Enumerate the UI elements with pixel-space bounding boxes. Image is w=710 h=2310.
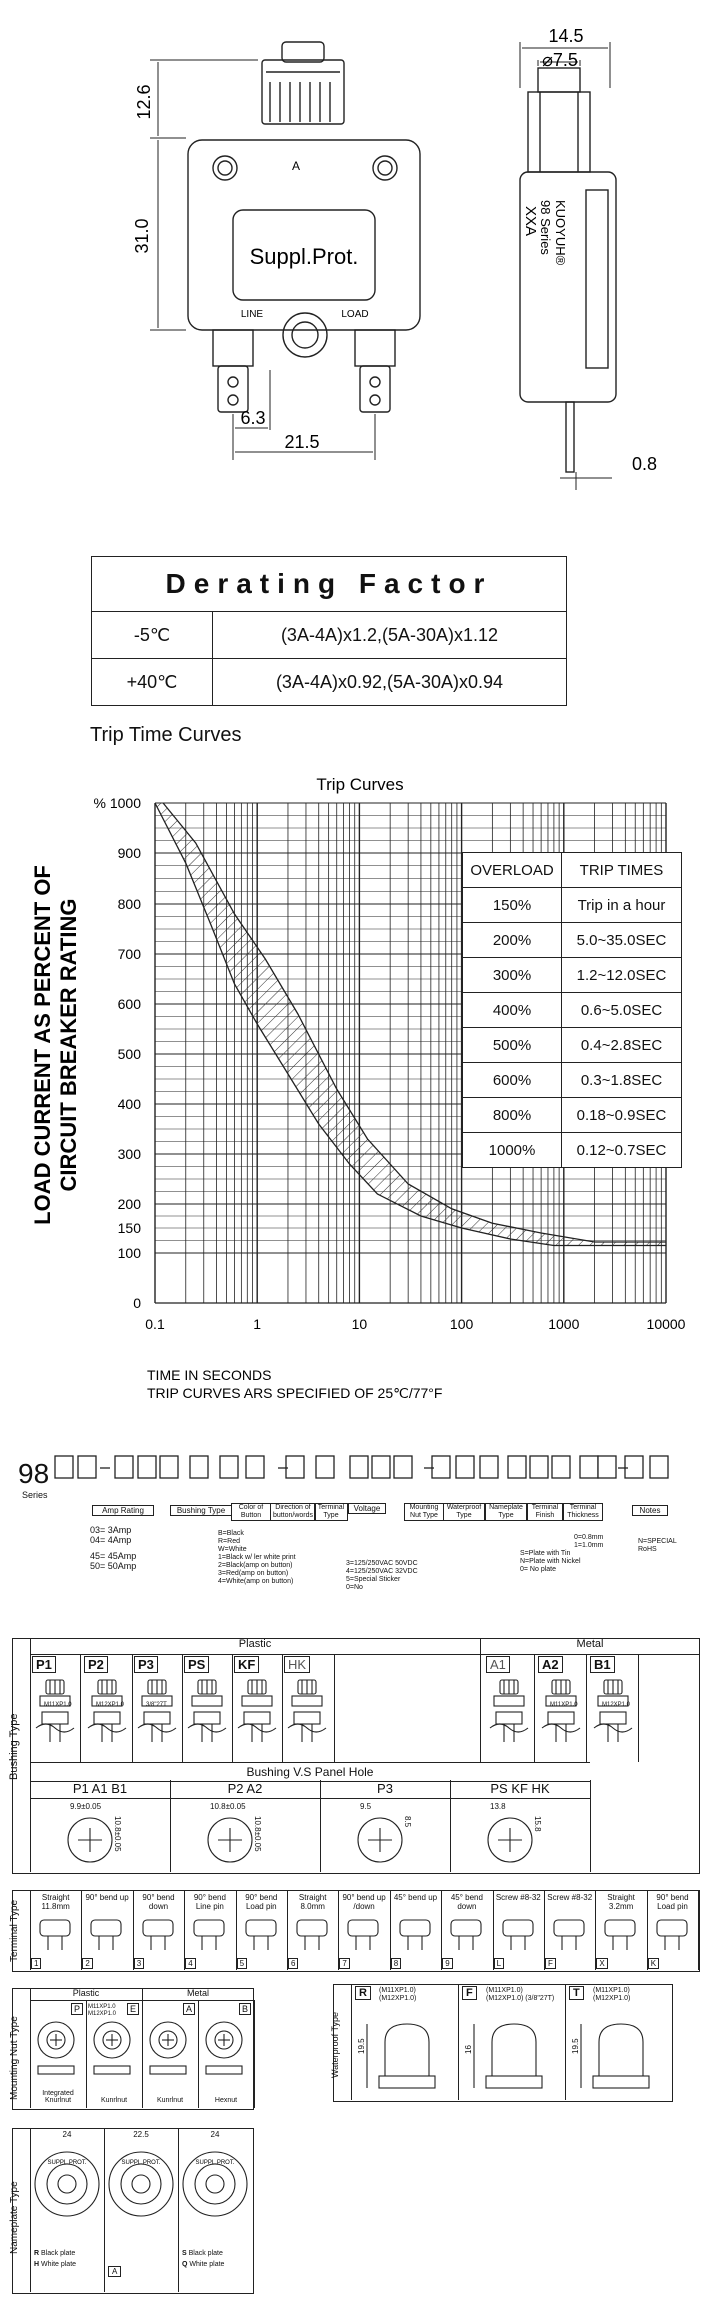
y-axis-label-2: CIRCUIT BREAKER RATING <box>56 898 81 1192</box>
front-label-a: A <box>291 159 301 173</box>
table-row <box>92 612 567 659</box>
terminal-name: 90° bend Line pin <box>193 1893 226 1911</box>
y-tick-label: 600 <box>117 996 141 1012</box>
code-box <box>394 1456 412 1478</box>
terminal-name: 90° bend Load pin <box>245 1893 278 1911</box>
nameplate-dim: 24 <box>62 2130 72 2139</box>
terminal-name: 45° bend down <box>450 1893 483 1911</box>
overload-cell: 1000% <box>463 1133 562 1168</box>
y-axis-label-1: LOAD CURRENT AS PERCENT OF <box>30 865 55 1225</box>
terminal-type-f <box>544 1890 596 1970</box>
bushing-side-label: Bushing Type <box>8 1713 20 1780</box>
code-box <box>160 1456 178 1478</box>
trip-cell: 0.6~5.0SEC <box>562 993 682 1028</box>
nameplate-ring-icon <box>104 2144 178 2234</box>
terminal-icon <box>647 1914 698 1954</box>
terminal-type-2 <box>81 1890 133 1970</box>
side-series: 98 Series <box>538 200 553 255</box>
bushing-code: KF <box>234 1656 259 1673</box>
y-tick-label: % 1000 <box>93 795 141 811</box>
bushing-thread: M12XP1.0 <box>602 1702 631 1708</box>
bushing-code: PS <box>184 1656 209 1673</box>
x-tick-label: 10000 <box>646 1316 686 1332</box>
panel-hole-0 <box>30 1780 171 1872</box>
derating-temp: +40℃ <box>92 659 213 706</box>
group-direction: Direction of button/words <box>270 1503 316 1521</box>
waterproof-type-f <box>458 1984 566 2100</box>
code-box <box>55 1456 73 1478</box>
terminal-code: 1 <box>31 1958 41 1969</box>
terminal-icon <box>338 1914 389 1954</box>
terminal-icon <box>390 1914 441 1954</box>
bushing-icon <box>536 1672 586 1762</box>
y-tick-label: 100 <box>117 1245 141 1261</box>
terminal-code: 7 <box>339 1958 349 1969</box>
y-tick-label: 200 <box>117 1196 141 1212</box>
code-box <box>350 1456 368 1478</box>
waterproof-side-label: Waterproof Type <box>330 2011 340 2078</box>
terminal-name: Straight 8.0mm <box>298 1893 327 1911</box>
terminal-type-l <box>493 1890 545 1970</box>
terminal-code: X <box>596 1958 607 1969</box>
code-box <box>598 1456 616 1478</box>
bushing-type-hk <box>282 1654 335 1762</box>
group-color: Color of Button <box>231 1503 271 1521</box>
bushing-code: P3 <box>134 1656 158 1673</box>
side-model: XXA <box>522 206 539 237</box>
terminal-side-label: Terminal Type <box>9 1899 20 1962</box>
terminal-type-4 <box>184 1890 236 1970</box>
terminal-name: 90° bend up /down <box>342 1893 386 1911</box>
dim-0-8: 0.8 <box>632 454 658 474</box>
group-finish: Terminal Finish <box>527 1503 563 1521</box>
bushing-icon <box>82 1672 132 1762</box>
terminal-name: 45° bend up <box>393 1893 438 1902</box>
bushing-thread: 3/8"27T <box>146 1702 167 1708</box>
code-box <box>625 1456 643 1478</box>
breaker-drawing <box>0 0 710 520</box>
waterproof-type-r <box>351 1984 459 2100</box>
panel-side-dim: 10.8±0.05 <box>253 1816 262 1852</box>
terminal-type-5 <box>236 1890 288 1970</box>
mounting-code: A <box>183 2003 195 2015</box>
derating-temp: -5℃ <box>92 612 213 659</box>
mounting-thread-b: M12XP1.0 <box>88 2011 117 2017</box>
group-terminal: Terminal Type <box>314 1503 348 1521</box>
nameplate-dim: 22.5 <box>133 2130 149 2139</box>
group-voltage: Voltage <box>348 1503 386 1514</box>
table-row <box>463 1063 682 1098</box>
code-box <box>220 1456 238 1478</box>
trip-cell: 0.12~0.7SEC <box>562 1133 682 1168</box>
code-prefix: 98 <box>18 1458 50 1489</box>
chart-title: Trip Curves <box>316 775 404 794</box>
load-label: LOAD <box>341 309 369 320</box>
color-notes: B=Black R=Red W=White 1=Black w/ ler white print 2=Black(amp on button) 3=Red(amp on button) 4=White(amp on button) <box>218 1530 296 1585</box>
terminal-name: 90° bend Load pin <box>656 1893 689 1911</box>
code-box <box>530 1456 548 1478</box>
table-row <box>92 659 567 706</box>
bushing-metal-label: Metal <box>480 1638 699 1655</box>
panel-dim: 10.8±0.05 <box>210 1802 246 1811</box>
terminal-type-1 <box>30 1890 82 1970</box>
terminal-code: 5 <box>237 1958 247 1969</box>
bushing-type-ps <box>182 1654 233 1762</box>
dim-21-5: 21.5 <box>284 432 320 452</box>
bushing-icon <box>232 1672 282 1762</box>
panel-side-dim: 10.8±0.05 <box>113 1816 122 1852</box>
terminal-type-k <box>647 1890 699 1970</box>
group-notes: Notes <box>632 1505 668 1516</box>
trip-times-table <box>462 852 682 1168</box>
bushing-type-p1 <box>30 1654 81 1762</box>
terminal-code: 3 <box>134 1958 144 1969</box>
legend-s: S Black plate <box>182 2250 223 2257</box>
panel-hole-3 <box>450 1780 591 1872</box>
panel-dim: 9.5 <box>360 1802 372 1811</box>
y-tick-label: 900 <box>117 845 141 861</box>
terminal-name: 90° bend up <box>85 1893 129 1902</box>
mounting-nut-icon <box>142 2016 198 2086</box>
x-tick-label: 1 <box>253 1316 262 1332</box>
terminal-name: Straight 3.2mm <box>607 1893 635 1911</box>
terminal-name: Straight 11.8mm <box>41 1893 70 1911</box>
bushing-code: HK <box>284 1656 310 1673</box>
trip-cell: 0.3~1.8SEC <box>562 1063 682 1098</box>
terminal-icon <box>544 1914 595 1954</box>
derating-value: (3A-4A)x0.92,(5A-30A)x0.94 <box>213 659 567 706</box>
terminal-icon <box>184 1914 235 1954</box>
mounting-metal-label: Metal <box>142 1988 253 2001</box>
mounting-name: Kunrlnut <box>100 2097 128 2104</box>
mounting-type-b <box>198 2000 255 2108</box>
mounting-code: E <box>127 2003 139 2015</box>
waterproof-code: F <box>462 1986 477 2000</box>
table-row <box>463 888 682 923</box>
y-tick-label: 500 <box>117 1046 141 1062</box>
bushing-plastic-label: Plastic <box>30 1638 480 1655</box>
bushing-icon <box>282 1672 332 1762</box>
code-box <box>78 1456 96 1478</box>
terminal-type-9 <box>441 1890 493 1970</box>
panel-hole-1 <box>170 1780 321 1872</box>
y-tick-label: 0 <box>133 1295 141 1311</box>
bushing-type-p2 <box>82 1654 133 1762</box>
derating-table <box>91 556 567 706</box>
mounting-name: Hexnut <box>214 2097 238 2104</box>
panel-side-dim: 15.8 <box>533 1816 542 1832</box>
waterproof-height: 16 <box>464 2045 473 2054</box>
mounting-code: B <box>239 2003 251 2015</box>
voltage-notes: 3=125/250VAC 50VDC 4=125/250VAC 32VDC 5=Special Sticker 0=No <box>346 1560 418 1591</box>
terminal-code: 2 <box>82 1958 92 1969</box>
panel-group-label: P1 A1 B1 <box>30 1780 170 1799</box>
thick-notes: 0=0.8mm 1=1.0mm <box>574 1534 604 1549</box>
waterproof-code: T <box>569 1986 584 2000</box>
group-thickness: Terminal Thickness <box>563 1503 603 1521</box>
mounting-name: Integrated Knurlnut <box>42 2090 74 2104</box>
code-box <box>286 1456 304 1478</box>
overload-cell: 200% <box>463 923 562 958</box>
group-bushing: Bushing Type <box>170 1505 232 1516</box>
bushing-thread: M11XP1.0 <box>44 1702 72 1708</box>
table-row <box>463 1098 682 1133</box>
terminal-icon <box>133 1914 184 1954</box>
code-box <box>432 1456 450 1478</box>
group-amp-rating: Amp Rating <box>92 1505 154 1516</box>
bushing-code: P2 <box>84 1656 108 1673</box>
x-tick-label: 100 <box>449 1316 474 1332</box>
bushing-type-p3 <box>132 1654 183 1762</box>
dim-14-5: 14.5 <box>548 26 584 46</box>
table-row <box>463 923 682 958</box>
bushing-type-b1 <box>588 1654 639 1762</box>
terminal-icon <box>30 1914 81 1954</box>
terminal-code: L <box>494 1958 504 1969</box>
terminal-type-x <box>595 1890 647 1970</box>
panel-dim: 9.9±0.05 <box>70 1802 102 1811</box>
mounting-plastic-label: Plastic <box>30 1988 142 2001</box>
terminal-icon <box>441 1914 492 1954</box>
mounting-thread-a: M11XP1.0 <box>88 2004 116 2010</box>
derating-title: Derating Factor <box>92 557 567 612</box>
trip-cell: 5.0~35.0SEC <box>562 923 682 958</box>
terminal-icon <box>236 1914 287 1954</box>
panel-side-dim: 8.5 <box>403 1816 412 1828</box>
code-box <box>190 1456 208 1478</box>
code-box <box>115 1456 133 1478</box>
suppl-prot-label: Suppl.Prot. <box>249 244 359 269</box>
waterproof-cap-icon <box>569 2016 669 2096</box>
table-row <box>463 1028 682 1063</box>
panel-hole-title: Bushing V.S Panel Hole <box>30 1762 590 1782</box>
group-nameplate: Nameplate Type <box>485 1503 527 1521</box>
terminal-code: K <box>648 1958 659 1969</box>
side-brand: KUOYUH® <box>553 200 568 266</box>
bushing-type-kf <box>232 1654 283 1762</box>
group-mounting: Mounting Nut Type <box>404 1503 444 1521</box>
waterproof-cap-icon <box>462 2016 562 2096</box>
terminal-type-3 <box>133 1890 185 1970</box>
terminal-icon <box>595 1914 646 1954</box>
code-box <box>508 1456 526 1478</box>
dim-phi-7-5: ⌀7.5 <box>542 50 578 70</box>
dim-6-3: 6.3 <box>240 408 266 428</box>
terminal-type-6 <box>287 1890 339 1970</box>
overload-cell: 300% <box>463 958 562 993</box>
y-tick-label: 700 <box>117 946 141 962</box>
dim-12-6: 12.6 <box>134 84 154 120</box>
code-box <box>580 1456 598 1478</box>
y-tick-label: 150 <box>117 1220 141 1236</box>
line-label: LINE <box>240 309 264 320</box>
bushing-code: P1 <box>32 1656 56 1673</box>
terminal-code: 6 <box>288 1958 298 1969</box>
trip-times-header: TRIP TIMES <box>562 853 682 888</box>
nameplate-side-label: Nameplate Type <box>9 2181 20 2254</box>
amp-notes: 03= 3Amp 04= 4Amp 45= 45Amp 50= 50Amp <box>90 1525 137 1571</box>
waterproof-height: 19.5 <box>357 2038 366 2054</box>
code-box <box>372 1456 390 1478</box>
bushing-icon <box>484 1672 534 1762</box>
waterproof-type-t <box>565 1984 671 2100</box>
legend-h: H White plate <box>34 2261 77 2268</box>
bushing-icon <box>588 1672 638 1762</box>
code-box <box>246 1456 264 1478</box>
legend-q: Q White plate <box>182 2261 225 2268</box>
terminal-icon <box>287 1914 338 1954</box>
x-axis-label: TIME IN SECONDS <box>147 1367 272 1383</box>
nameplate-dim: 24 <box>210 2130 220 2139</box>
terminal-name: 90° bend down <box>142 1893 175 1911</box>
bushing-icon <box>30 1672 80 1762</box>
series-label: Series <box>22 1490 48 1500</box>
y-tick-label: 800 <box>117 896 141 912</box>
terminal-icon <box>493 1914 544 1954</box>
code-box <box>138 1456 156 1478</box>
trip-section-title: Trip Time Curves <box>90 724 242 746</box>
mounting-type-p <box>30 2000 87 2108</box>
mounting-nut-icon <box>86 2016 142 2086</box>
code-box <box>456 1456 474 1478</box>
mounting-nut-icon <box>30 2016 86 2086</box>
nameplate-code-a: A <box>108 2266 121 2277</box>
mounting-nut-icon <box>198 2016 254 2086</box>
waterproof-cap-icon <box>355 2016 455 2096</box>
mounting-code: P <box>71 2003 83 2015</box>
legend-r: R Black plate <box>34 2250 76 2257</box>
y-tick-label: 400 <box>117 1096 141 1112</box>
ring-text: SUPPL.PROT. <box>47 2160 87 2166</box>
terminal-code: 4 <box>185 1958 195 1969</box>
table-row <box>463 958 682 993</box>
terminal-code: 9 <box>442 1958 452 1969</box>
bushing-code: A1 <box>486 1656 510 1673</box>
terminal-icon <box>81 1914 132 1954</box>
code-box <box>480 1456 498 1478</box>
terminal-name: Screw #8-32 <box>547 1893 593 1902</box>
group-waterproof: Waterproof Type <box>443 1503 485 1521</box>
trip-cell: 0.18~0.9SEC <box>562 1098 682 1133</box>
mounting-side-label: Mounting Nut Type <box>9 2016 20 2100</box>
x-tick-label: 1000 <box>548 1316 580 1332</box>
bushing-icon <box>182 1672 232 1762</box>
x-tick-label: 10 <box>351 1316 368 1332</box>
notes-notes: N=SPECIAL RoHS <box>638 1538 677 1553</box>
code-box <box>650 1456 668 1478</box>
code-box <box>316 1456 334 1478</box>
bushing-thread: M12XP1.0 <box>96 1702 125 1708</box>
ring-text: SUPPL.PROT. <box>195 2160 235 2166</box>
dim-31-0: 31.0 <box>132 218 152 254</box>
bushing-icon <box>132 1672 182 1762</box>
code-box <box>552 1456 570 1478</box>
terminal-type-7 <box>338 1890 390 1970</box>
bushing-code: B1 <box>590 1656 615 1673</box>
bushing-thread: M11XP1.0 <box>550 1702 578 1708</box>
panel-group-label: P2 A2 <box>170 1780 320 1799</box>
chart-note: TRIP CURVES ARS SPECIFIED OF 25℃/77°F <box>147 1385 443 1401</box>
trip-cell: 0.4~2.8SEC <box>562 1028 682 1063</box>
mounting-name: Kunrlnut <box>156 2097 184 2104</box>
overload-cell: 800% <box>463 1098 562 1133</box>
nameplate-ring-icon <box>178 2144 252 2234</box>
panel-hole-2 <box>320 1780 451 1872</box>
terminal-code: F <box>545 1958 556 1969</box>
trip-cell: Trip in a hour <box>562 888 682 923</box>
trip-cell: 1.2~12.0SEC <box>562 958 682 993</box>
overload-cell: 500% <box>463 1028 562 1063</box>
waterproof-code: R <box>355 1986 371 2000</box>
panel-dim: 13.8 <box>490 1802 506 1811</box>
panel-group-label: P3 <box>320 1780 450 1799</box>
waterproof-threads: (M11XP1.0) (M12XP1.0) <box>379 1987 417 2002</box>
mounting-type-a <box>142 2000 199 2108</box>
y-tick-label: 300 <box>117 1146 141 1162</box>
overload-cell: 600% <box>463 1063 562 1098</box>
panel-group-label: PS KF HK <box>450 1780 590 1799</box>
nameplate-ring-icon <box>30 2144 104 2234</box>
bushing-type-a1 <box>484 1654 535 1762</box>
waterproof-threads: (M11XP1.0) (M12XP1.0) <box>593 1987 631 2002</box>
derating-value: (3A-4A)x1.2,(5A-30A)x1.12 <box>213 612 567 659</box>
terminal-code: 8 <box>391 1958 401 1969</box>
bushing-type-a2 <box>536 1654 587 1762</box>
terminal-name: Screw #8-32 <box>495 1893 541 1902</box>
finish-notes: S=Plate with Tin N=Plate with Nickel 0= No plate <box>520 1550 581 1573</box>
x-tick-label: 0.1 <box>145 1316 165 1332</box>
bushing-code: A2 <box>538 1656 563 1673</box>
overload-cell: 400% <box>463 993 562 1028</box>
table-row <box>463 1133 682 1168</box>
table-row <box>463 993 682 1028</box>
overload-cell: 150% <box>463 888 562 923</box>
ring-text: SUPPL.PROT. <box>121 2160 161 2166</box>
waterproof-threads: (M11XP1.0) (M12XP1.0) (3/8"27T) <box>486 1987 555 2002</box>
overload-header: OVERLOAD <box>463 853 562 888</box>
terminal-type-8 <box>390 1890 442 1970</box>
waterproof-height: 19.5 <box>571 2038 580 2054</box>
